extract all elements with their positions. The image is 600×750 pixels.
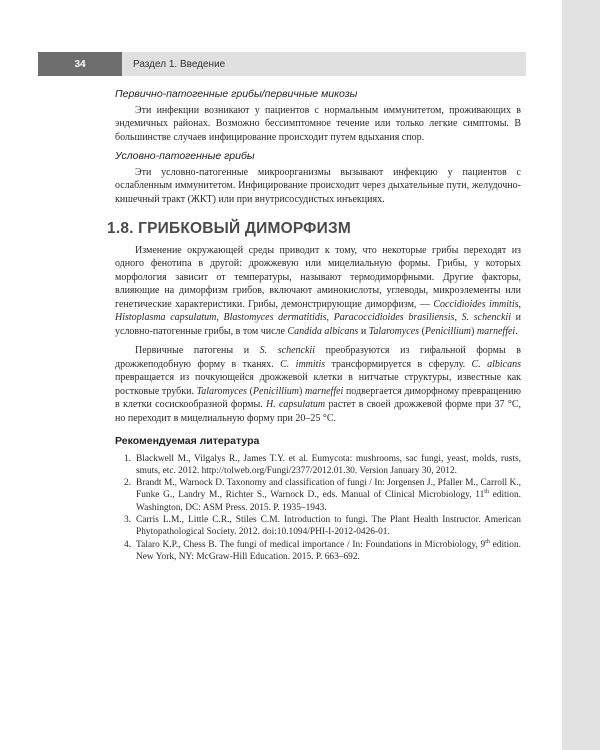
running-head: Раздел 1. Введение — [122, 52, 526, 76]
species-name: Paracoccidioides brasiliensis — [333, 312, 455, 323]
paragraph-text: растет в своей дрожжевой форме при 37 °С, но переходит в мицелиальную форму при 20–25 °С. — [115, 399, 521, 424]
reference-text-run: Talaro K.P., Chess B. The fungi of medical importance / In: Foundations in Microbiology, 9 — [136, 539, 486, 550]
ordinal-suffix: th — [484, 489, 489, 496]
paragraph-text: Первичные патогены и — [135, 345, 260, 356]
species-name: Histoplasma capsulatum — [115, 312, 217, 323]
species-name: Talaromyces — [368, 325, 420, 337]
reference-number: 3. — [123, 514, 131, 525]
reference-text-run: edition. Washington, DC: ASM Press. 2015. P. 1935–1943. — [136, 490, 521, 513]
ordinal-suffix: th — [485, 538, 490, 545]
paragraph-text: ( — [246, 385, 253, 397]
species-name: Penicillium — [252, 385, 300, 397]
paragraph-text: ( — [419, 325, 425, 337]
references-heading: Рекомендуемая литература — [115, 435, 260, 447]
paragraph-dimorphism-2 — [115, 344, 521, 425]
species-name: H. capsulatum — [266, 399, 326, 410]
paragraph-text: Изменение окружающей среды приводит к тому, что некоторые грибы переходят из одного фенотипа в другой: дрожжевую или мицелиальную формы. Грибы, у которых морфология зависит от температуры, называют термодиморфными. Другие факторы, влияющие на диморфизм грибов, включают аминокислоты, углеводы, микроэлементы или генетические характеристики. Грибы, демонстрирующие диморфизм, — — [115, 244, 521, 310]
reference-item — [115, 453, 521, 478]
subheading-primary-pathogens: Первично-патогенные грибы/первичные микозы — [115, 88, 358, 100]
paragraph-text: ) — [299, 385, 305, 397]
reference-text-run: Blackwell M., Vilgalys R., James T.Y. et al. Eumycota: mushrooms, sac fungi, yeast, molds, rusts, smuts, etc. 2012. http://tolweb.org/Fungi/2377/2012.01.30. Version January 30, 2012. — [136, 453, 521, 476]
species-name: Penicillium — [424, 325, 472, 337]
subheading-opportunistic-fungi: Условно-патогенные грибы — [115, 150, 255, 162]
reference-text-run: Brandt M., Warnock D. Taxonomy and classification of fungi / In: Jorgensen J., Pfaller M., Carroll K., Funke G., Landry M., Richter S., Warnock D., eds. Manual of Clinical Microbiology, 11 — [136, 478, 521, 501]
species-name: Candida albicans — [287, 325, 359, 337]
page-gutter — [562, 0, 600, 750]
reference-text — [136, 477, 521, 514]
species-name: marneffei — [305, 385, 344, 397]
reference-text — [136, 514, 521, 539]
reference-text — [136, 539, 521, 564]
paragraph-primary-pathogens: Эти инфекции возникают у пациентов с нормальным иммунитетом, проживающих в эндемичных районах. Возможно бессимптомное течение или только легкие симптомы. В большинстве случаев инфицирование происходит путем вдыхания спор. — [115, 104, 521, 143]
reference-text-run: Carris L.M., Little C.R., Stiles C.M. Introduction to fungi. The Plant Health Instructor. American Phytopathological Society. 2012. doi:10.1094/PHI-I-2012-0426-01. — [136, 514, 521, 538]
species-name: C. immitis — [280, 358, 326, 370]
species-name: S. schenckii — [461, 312, 511, 323]
paragraph-text: ) — [471, 325, 477, 337]
paragraph-dimorphism-1 — [115, 244, 521, 339]
paragraph-text: , — [326, 312, 334, 323]
paragraph-text: преобразуются из гифальной формы в дрожжеподобную форму в тканях. — [115, 345, 522, 370]
reference-text — [136, 453, 521, 478]
reference-item — [115, 514, 521, 539]
paragraph-text: . — [515, 325, 518, 337]
reference-item — [115, 477, 521, 514]
reference-number: 2. — [123, 478, 131, 489]
species-name: Coccidioides immitis — [433, 298, 519, 310]
paragraph-text: , — [454, 312, 462, 323]
paragraph-text: и условно-патогенные грибы, в том числе — [115, 312, 522, 337]
reference-item — [115, 539, 521, 564]
paragraph-text: трансформируется в сферулу. — [325, 358, 472, 370]
species-name: marneffei — [476, 325, 516, 337]
paragraph-text: , — [518, 298, 521, 310]
section-heading-dimorphism: 1.8. ГРИБКОВЫЙ ДИМОРФИЗМ — [107, 220, 351, 237]
paragraph-text: превращается из почкующейся дрожжевой клетки в нитчатые структуры, известные как ростковые трубки. — [115, 372, 521, 397]
species-name: S. schenckii — [259, 345, 315, 356]
paragraph-opportunistic-fungi: Эти условно-патогенные микроорганизмы вызывают инфекцию у пациентов с ослабленным иммунитетом. Инфицирование происходит через дыхательные пути, желудочно-кишечный тракт (ЖКТ) или при внутрисосудистых инъекциях. — [115, 166, 521, 205]
species-name: Blastomyces dermatitidis — [223, 312, 327, 323]
reference-text-run: edition. New York, NY: McGraw-Hill Education. 2015. P. 663–692. — [136, 539, 521, 562]
reference-number: 1. — [123, 453, 131, 464]
references-list — [115, 453, 521, 564]
page-number: 34 — [38, 52, 122, 76]
page-header — [38, 52, 526, 76]
paragraph-text: подвергается диморфному превращению в клетки сосискообразной формы. — [115, 385, 521, 410]
paragraph-text: и — [358, 325, 369, 337]
page-body — [107, 88, 522, 563]
paragraph-text: , — [216, 312, 224, 323]
species-name: C. albicans — [471, 358, 521, 370]
species-name: Talaromyces — [196, 385, 247, 397]
reference-number: 4. — [123, 539, 131, 550]
